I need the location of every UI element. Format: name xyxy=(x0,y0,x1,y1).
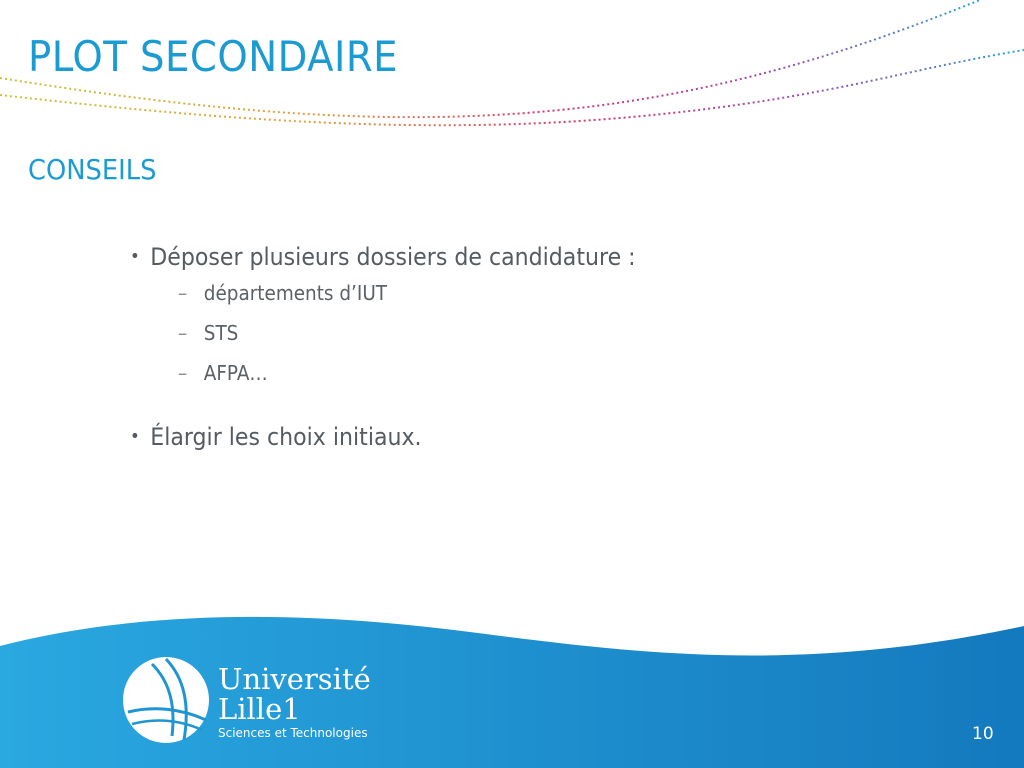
logo-subtitle: Sciences et Technologies xyxy=(218,726,368,740)
bullet-list xyxy=(130,243,680,451)
bullet-icon: • xyxy=(130,246,140,267)
bullet-item xyxy=(130,243,636,271)
bullet-text: Élargir les choix initiaux. xyxy=(150,423,422,451)
slide-title: PLOT SECONDAIRE xyxy=(28,32,399,81)
sub-item xyxy=(178,361,639,401)
logo-lille1: Lille1 xyxy=(218,692,301,726)
sub-list xyxy=(178,281,680,401)
slide-subtitle: CONSEILS xyxy=(28,153,157,186)
bullet-item xyxy=(130,423,636,451)
bullet-icon: • xyxy=(130,426,140,447)
dash-icon: – xyxy=(178,361,188,385)
bullet-text: Déposer plusieurs dossiers de candidature : xyxy=(150,243,636,271)
sub-item-text: départements d’IUT xyxy=(203,281,388,305)
university-logo-icon xyxy=(122,656,210,744)
page-number: 10 xyxy=(972,724,994,744)
dash-icon: – xyxy=(178,281,188,305)
sub-item xyxy=(178,321,639,361)
sub-item xyxy=(178,281,639,321)
logo-university: Université xyxy=(218,662,371,696)
sub-item-text: STS xyxy=(203,321,239,345)
dash-icon: – xyxy=(178,321,188,345)
university-logo-text xyxy=(218,664,371,740)
sub-item-text: AFPA… xyxy=(203,361,268,385)
